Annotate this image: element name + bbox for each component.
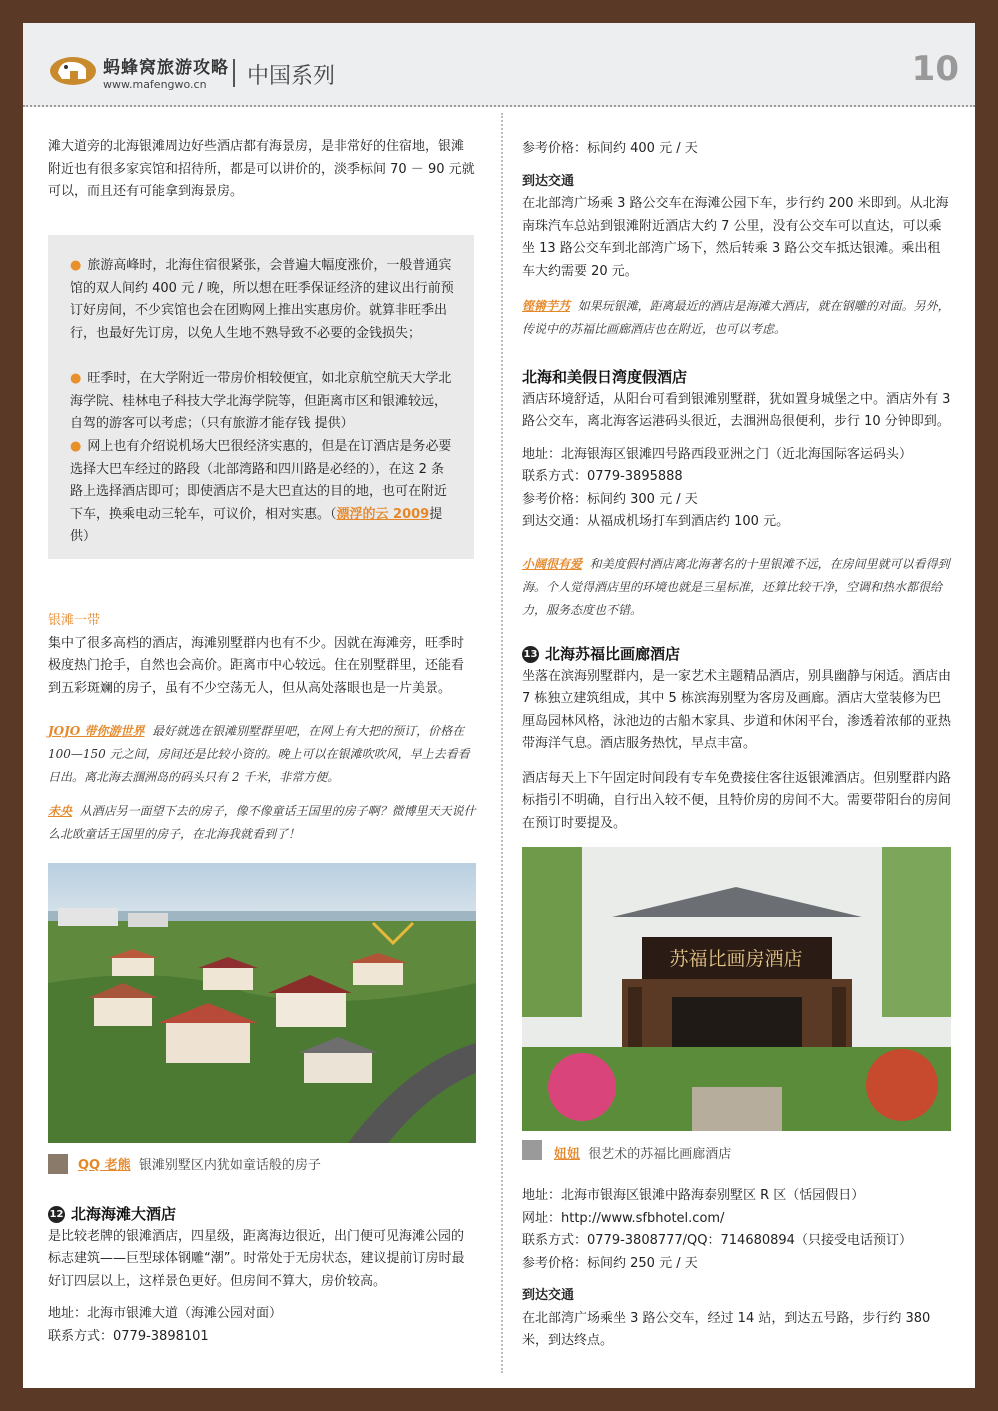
hotel-title: 北海苏福比画廊酒店 (545, 645, 681, 663)
hotel-phone: 联系方式：0779-3895888 (522, 469, 683, 484)
hotel-description: 坐落在滨海别墅群内，是一家艺术主题精品酒店，别具幽静与闲适。酒店由 7 栋独立建筑组成，其中 5 栋滨海别墅为客房及画廊。酒店大堂装修为巴厘岛园林风格，泳池边的古船木家具、步道和休闲平台，渗透着浓郁的亚热带海洋气息。酒店服务热忱，早点丰富。 (522, 668, 952, 751)
yintan-section (48, 610, 476, 700)
user-jojo-link[interactable]: JOJO 带你游世界 (48, 724, 145, 738)
user-avatar (522, 1140, 542, 1160)
villa-photo-image (48, 863, 476, 1143)
hotel-photo-image (522, 847, 951, 1131)
hotel-title: 北海海滩大酒店 (71, 1205, 177, 1223)
page (23, 23, 975, 1388)
hotel-transport: 到达交通：从福成机场打车到酒店约 100 元。 (522, 514, 790, 529)
page-number: 10 (911, 49, 959, 89)
tip-item: ● 旅游高峰时，北海住宿很紧张，会普遍大幅度涨价，一般普通宾馆的双人间约 400 元 / 晚，所以想在旺季保证经济的建议出行前预订好房间，不少宾馆也会在团购网上推出实惠房价。就算非旺季出行，也最好先订房，以免人生地不熟导致不必要的金钱损失； (70, 258, 454, 341)
hotel-address: 地址：北海市银滩大道（海滩公园对面） (48, 1306, 283, 1321)
header-separator (233, 59, 235, 87)
hotel-price: 参考价格：标间约 300 元 / 天 (522, 491, 698, 507)
right-top (522, 138, 952, 283)
hotel-13-details (522, 1185, 952, 1353)
column-divider (501, 113, 503, 1373)
hotel-photo (522, 847, 951, 1131)
series-title: 中国系列 (247, 64, 336, 89)
user-weiyang-link[interactable]: 未央 (48, 804, 73, 818)
hotel-transport: 在北部湾广场乘坐 3 路公交车，经过 14 站，到达五号路，步行约 380 米，到达终点。 (522, 1310, 931, 1348)
transport-text: 在北部湾广场乘 3 路公交车在海滩公园下车，步行约 200 米即到。从北海南珠汽车总站到银滩附近酒店大约 7 公里，没有公交车可以直达，可以乘坐 13 路公交车到北部湾广场下，然后转乘 3 路公交车抵达银滩。乘出租车大约需要 20 元。 (522, 196, 949, 279)
hotel-description-2: 酒店每天上下午固定时间段有专车免费接住客往返银滩酒店。但别墅群内路标指引不明确，自行出入较不便，且特价房的房间不大。需要带阳台的房间在预订时要提及。 (522, 770, 952, 831)
brand-name: 蚂蜂窝旅游攻略 (103, 58, 229, 78)
bullet-icon: ● (70, 371, 82, 386)
hotel-address: 地址：北海银海区银滩四号路西段亚洲之门（近北海国际客运码头） (522, 446, 913, 462)
photo-user-link[interactable]: QQ 老熊 (78, 1158, 131, 1173)
hotel-heyue (522, 366, 952, 534)
user-avatar (48, 1154, 68, 1174)
price-text: 参考价格：标间约 400 元 / 天 (522, 141, 698, 156)
bullet-icon: ● (70, 258, 82, 273)
bullet-icon: ● (70, 439, 82, 454)
hotel-13 (522, 643, 952, 835)
hotel-12 (48, 1203, 476, 1348)
weiyang-note: 未央 从酒店另一面望下去的房子，像不像童话王国里的房子啊？微博里天天说什么北欧童话王国里的房子，在北海我就看到了！ (48, 804, 476, 841)
tip-item: ● 网上也有介绍说机场大巴很经济实惠的，但是在订酒店是务必要选择大巴车经过的路段（北部湾路和四川路是必经的），在这 2 条路上选择酒店即可；即使酒店不是大巴直达的目的地，也可在附近下车，换乘电动三轮车，可议价，相对实惠。（漂浮的云 2009提供） (70, 439, 452, 544)
section-label: 银滩一带 (48, 613, 101, 628)
photo-caption: 妞妞 很艺术的苏福比画廊酒店 (554, 1147, 732, 1162)
user-link[interactable]: 小阔很有爱 (522, 557, 583, 571)
section-text: 集中了很多高档的酒店，海滩别墅群内也有不少。因就在海滩旁，旺季时极度热门抢手，自然也会高价。距离市中心较远。住在别墅群里，还能看到五彩斑斓的房子，虽有不少空荡无人，但从高处落眼也是一片美景。 (48, 635, 465, 696)
intro-text: 滩大道旁的北海银滩周边好些酒店都有海景房，是非常好的住宿地，银滩附近也有很多家宾馆和招待所，都是可以讲价的，淡季标间 70 － 90 元就可以，而且还有可能拿到海景房。 (48, 139, 475, 199)
hotel-price: 参考价格：标间约 250 元 / 天 (522, 1255, 698, 1271)
intro-paragraph (48, 136, 476, 204)
hotel-address: 地址：北海市银海区银滩中路海泰别墅区 R 区（恬园假日） (522, 1188, 865, 1203)
hotel-number-badge: 12 (48, 1206, 65, 1223)
tip-user-link[interactable]: 漂浮的云 2009 (336, 506, 430, 522)
transport-label: 到达交通 (522, 173, 575, 189)
jojo-note: JOJO 带你游世界 最好就选在银滩别墅群里吧，在网上有大把的预订，价格在 100—150 元之间，房间还是比较小资的。晚上可以在银滩吹吹风，早上去看看日出。离北海去涠洲岛的码头只有 2 千米，非常方便。 (48, 724, 470, 784)
mafengwo-logo-icon (48, 53, 98, 87)
hotel-phone: 联系方式：0779-3808777/QQ：714680894（只接受电话预订） (522, 1233, 912, 1248)
tip-item: ● 旺季时，在大学附近一带房价相较便宜，如北京航空航天大学北海学院、桂林电子科技大学北海学院等，但距离市区和银滩较远，自驾的游客可以考虑；（只有旅游才能存钱 提供） (70, 371, 452, 431)
user-link[interactable]: 铿锵芋艿 (522, 299, 571, 313)
hotel-description: 是比较老牌的银滩酒店，四星级，距离海边很近，出门便可见海滩公园的标志建筑——巨型球体钢雕“潮”。时常处于无房状态，建议提前订房时最好订四层以上，这样景色更好。但房间不算大，房价较高。 (48, 1228, 465, 1289)
user-note-1: 铿锵芋艿 如果玩银滩，距离最近的酒店是海滩大酒店，就在钢雕的对面。另外，传说中的苏福比画廊酒店也在附近，也可以考虑。 (522, 299, 950, 336)
tips-box (48, 235, 474, 559)
villa-photo (48, 863, 476, 1143)
hotel-sign-text: 苏福比画房酒店 (669, 948, 803, 970)
hotel-title: 北海和美假日湾度假酒店 (522, 368, 688, 386)
hotel-number-badge: 13 (522, 646, 539, 663)
user-note-2: 小阔很有爱 和美度假村酒店离北海著名的十里银滩不远，在房间里就可以看得到海。个人觉得酒店里的环境也就是三星标准，还算比较干净，空调和热水都很给力，服务态度也不错。 (522, 557, 950, 617)
page-header (23, 23, 975, 107)
hotel-website[interactable]: 网址：http://www.sfbhotel.com/ (522, 1210, 725, 1226)
brand-url: www.mafengwo.cn (103, 78, 207, 91)
hotel-description: 酒店环境舒适，从阳台可看到银滩别墅群，犹如置身城堡之中。酒店外有 3 路公交车，离北海客运港码头很近，去涠洲岛很便利，步行 10 分钟即到。 (522, 391, 951, 429)
transport-label: 到达交通 (522, 1288, 575, 1303)
photo-caption: QQ 老熊 银滩别墅区内犹如童话般的房子 (78, 1158, 321, 1173)
photo-user-link[interactable]: 妞妞 (554, 1147, 581, 1162)
hotel-phone: 联系方式：0779-3898101 (48, 1328, 209, 1344)
